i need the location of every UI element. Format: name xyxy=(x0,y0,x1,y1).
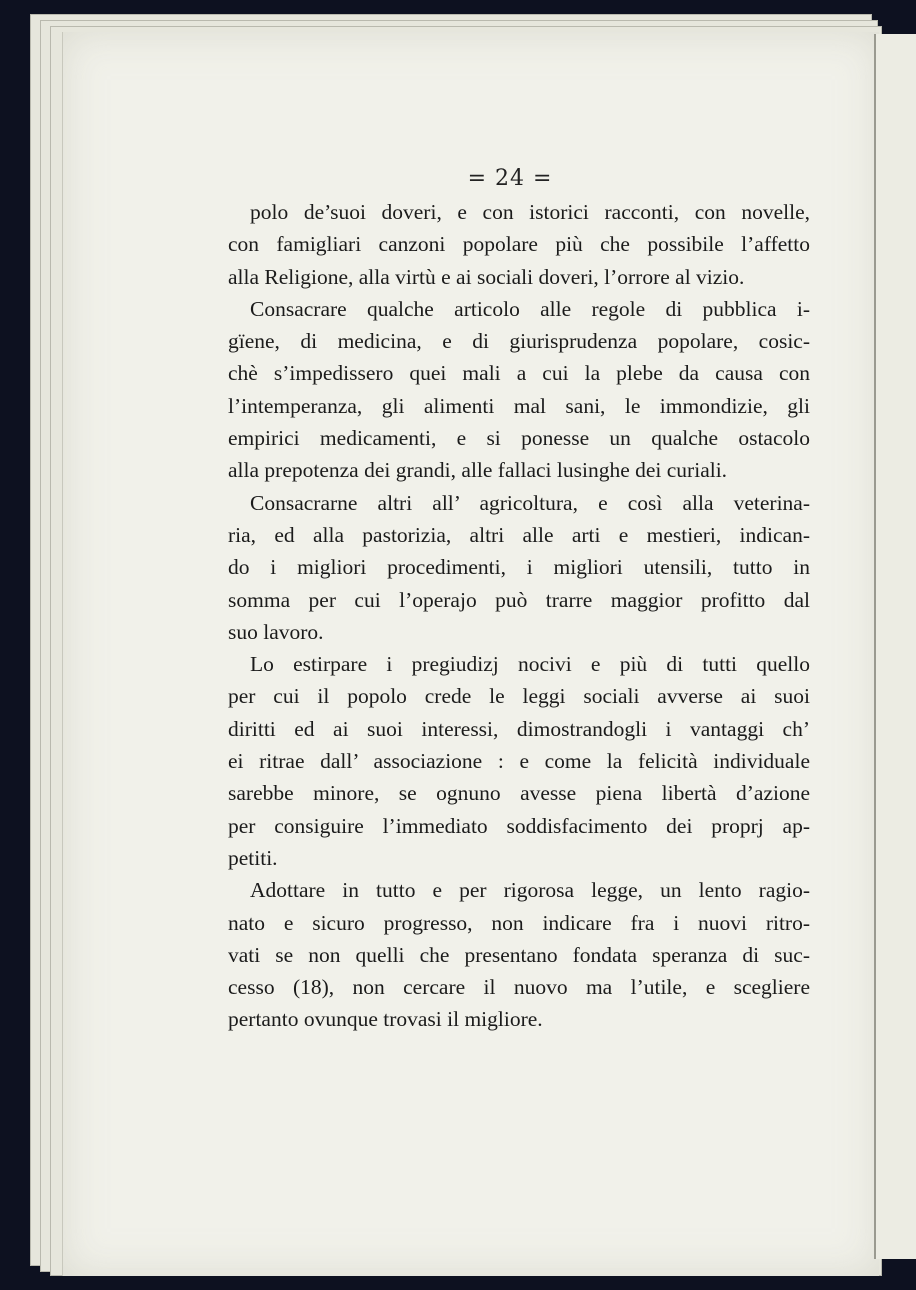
text-line: gïene, di medicina, e di giurisprudenza popolare, cosic- xyxy=(228,329,810,354)
text-line: per consiguire l’immediato soddisfacimento dei proprj ap- xyxy=(228,813,810,838)
text-line: empirici medicamenti, e si ponesse un qualche ostacolo xyxy=(228,426,810,451)
facing-page-edge xyxy=(874,34,916,1259)
page-number: = 24 = xyxy=(467,166,553,191)
text-line: per cui il popolo crede le leggi sociali avverse ai suoi xyxy=(228,684,810,709)
paragraph xyxy=(228,487,810,648)
text-line: do i migliori procedimenti, i migliori utensili, tutto in xyxy=(228,555,810,580)
paragraph xyxy=(228,874,810,1035)
text-line: vati se non quelli che presentano fondata speranza di suc- xyxy=(228,942,810,967)
text-line: sarebbe minore, se ognuno avesse piena libertà d’azione xyxy=(228,781,810,806)
text-line: chè s’impedissero quei mali a cui la plebe da causa con xyxy=(228,361,810,386)
text-line: somma per cui l’operajo può trarre maggior profitto dal xyxy=(228,587,810,612)
text-line: petiti. xyxy=(228,845,278,870)
text-line: cesso (18), non cercare il nuovo ma l’utile, e scegliere xyxy=(228,975,810,1000)
text-line: l’intemperanza, gli alimenti mal sani, le immondizie, gli xyxy=(228,393,810,418)
text-line: con famigliari canzoni popolare più che possibile l’affetto xyxy=(228,232,810,257)
text-line: Adottare in tutto e per rigorosa legge, un lento ragio- xyxy=(250,878,810,903)
text-line: alla Religione, alla virtù e ai sociali doveri, l’orrore al vizio. xyxy=(228,264,745,289)
text-line: alla prepotenza dei grandi, alle fallaci lusinghe dei curiali. xyxy=(228,458,728,483)
text-line: ei ritrae dall’ associazione : e come la felicità individuale xyxy=(228,749,810,774)
text-line: suo lavoro. xyxy=(228,619,324,644)
text-line: ria, ed alla pastorizia, altri alle arti e mestieri, indican- xyxy=(228,522,810,547)
text-line: polo de’suoi doveri, e con istorici racconti, con novelle, xyxy=(250,200,810,224)
text-line: nato e sicuro progresso, non indicare fra i nuovi ritro- xyxy=(228,910,810,935)
text-line: pertanto ovunque trovasi il migliore. xyxy=(228,1007,543,1032)
text-line: Lo estirpare i pregiudizj nocivi e più di tutti quello xyxy=(250,652,810,677)
text-line: Consacrarne altri all’ agricoltura, e così alla veterina- xyxy=(250,490,810,515)
text-line: diritti ed ai suoi interessi, dimostrandogli i vantaggi ch’ xyxy=(228,716,810,741)
body-text xyxy=(228,196,810,1036)
text-line: Consacrare qualche articolo alle regole di pubblica i- xyxy=(250,296,810,321)
paragraph xyxy=(228,648,810,874)
paragraph xyxy=(228,293,810,487)
paragraph xyxy=(228,196,810,293)
